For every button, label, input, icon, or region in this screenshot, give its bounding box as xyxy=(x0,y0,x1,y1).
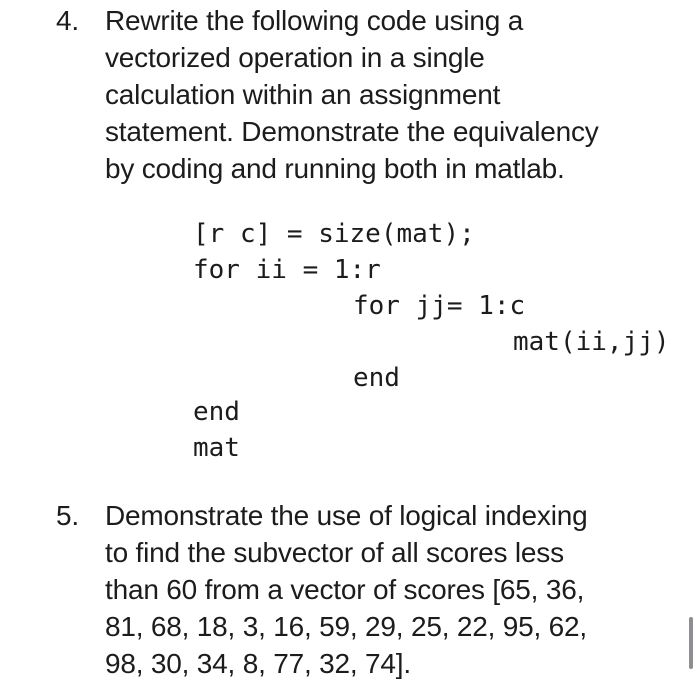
question-4-line: statement. Demonstrate the equivalency xyxy=(105,116,599,147)
question-5-number: 5. xyxy=(56,500,79,531)
question-5-text xyxy=(105,497,665,682)
question-5-line: 98, 30, 34, 8, 77, 32, 74]. xyxy=(105,648,411,679)
code-line: for ii = 1:r xyxy=(193,255,381,285)
code-line: end xyxy=(193,397,240,427)
scrollbar[interactable] xyxy=(689,617,693,669)
question-5-line: than 60 from a vector of scores [65, 36, xyxy=(105,574,585,605)
code-line: for jj= 1:c xyxy=(353,291,526,321)
question-4-line: by coding and running both in matlab. xyxy=(105,153,565,184)
question-4-text xyxy=(105,2,665,187)
question-5-line: to find the subvector of all scores less xyxy=(105,537,564,568)
code-line: end xyxy=(353,363,400,393)
code-line: [r c] = size(mat); xyxy=(193,219,475,249)
question-5 xyxy=(56,497,696,677)
code-line: mat xyxy=(193,433,240,463)
code-line: mat(ii,jj) xyxy=(513,327,670,357)
question-5-line: Demonstrate the use of logical indexing xyxy=(105,500,588,531)
question-4-line: vectorized operation in a single xyxy=(105,42,485,73)
question-5-line: 81, 68, 18, 3, 16, 59, 29, 25, 22, 95, 62, xyxy=(105,611,587,642)
question-4-number: 4. xyxy=(56,5,79,36)
question-4-line: Rewrite the following code using a xyxy=(105,5,524,36)
question-4-line: calculation within an assignment xyxy=(105,79,501,110)
question-4 xyxy=(56,2,696,192)
